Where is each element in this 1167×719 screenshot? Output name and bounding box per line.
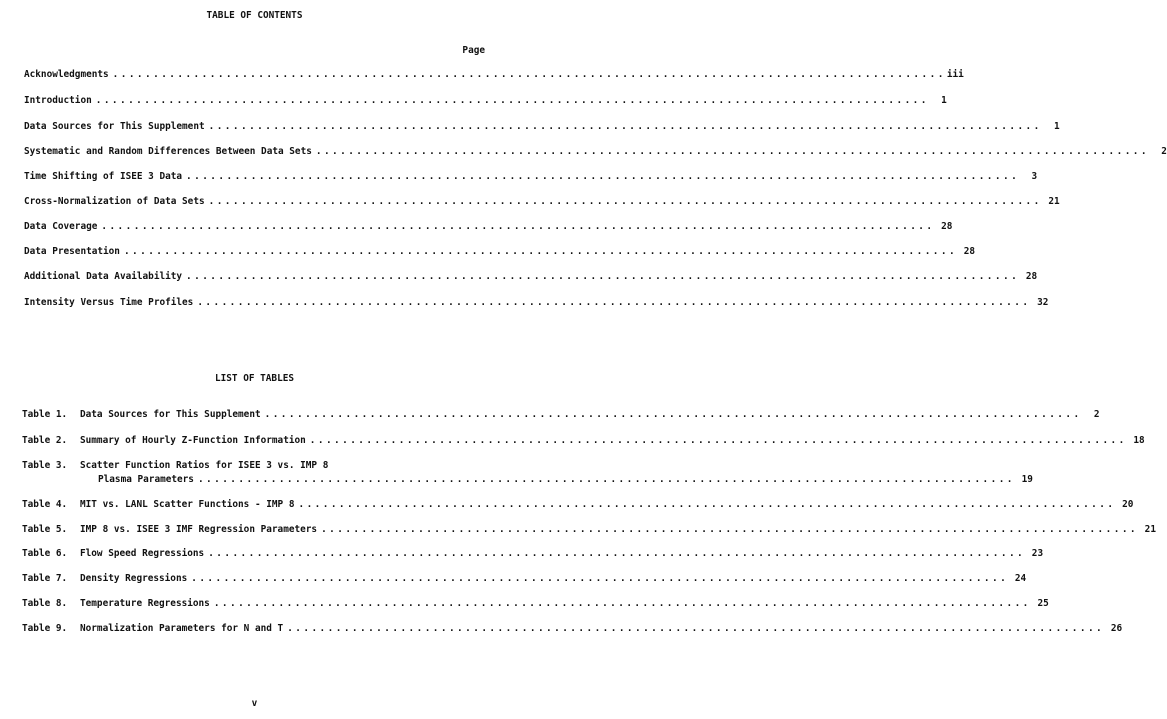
toc-entry [24, 271, 1038, 282]
table-entry-title: Density Regressions [80, 573, 188, 584]
dot-leader [96, 95, 925, 106]
table-entry [22, 435, 1145, 446]
table-entry-title: Summary of Hourly Z-Function Information [80, 435, 306, 446]
table-entry-label: Table 4. [22, 499, 68, 510]
table-entry-title: Normalization Parameters for N and T [80, 623, 284, 634]
dot-leader [101, 221, 930, 232]
table-entry [22, 623, 1123, 634]
table-entry-label: Table 1. [22, 409, 68, 420]
toc-entry-page: 1 [941, 95, 947, 106]
list-of-tables-heading: LIST OF TABLES [214, 373, 295, 384]
dot-leader [186, 171, 1015, 182]
toc-entry [24, 297, 1049, 308]
table-entry-title: IMP 8 vs. ISEE 3 IMF Regression Parameters [80, 524, 318, 535]
dot-leader [316, 146, 1145, 157]
table-entry-page: 24 [1014, 573, 1027, 584]
toc-entry-title: Systematic and Random Differences Between Data Sets [24, 146, 312, 157]
dot-leader [310, 435, 1123, 446]
toc-entry-title: Data Presentation [24, 246, 120, 257]
toc-entry-page: iii [946, 69, 964, 80]
toc-entry-title: Data Coverage [24, 221, 98, 232]
dot-leader [287, 623, 1100, 634]
toc-entry-page: 32 [1037, 297, 1049, 308]
table-entry-label: Table 7. [22, 573, 68, 584]
table-entry-label: Table 9. [22, 623, 68, 634]
dot-leader [298, 499, 1111, 510]
table-entry-label: Table 8. [22, 598, 68, 609]
toc-entry [24, 69, 964, 80]
table-entry-label: Table 3. [22, 460, 68, 471]
toc-entry-page: 28 [963, 246, 976, 257]
dot-leader [186, 271, 1015, 282]
dot-leader [208, 548, 1021, 559]
dot-leader [113, 69, 942, 80]
table-entry-page: 18 [1133, 435, 1145, 446]
table-entry [22, 548, 1044, 559]
dot-leader [198, 474, 1011, 485]
table-entry-page: 23 [1031, 548, 1044, 559]
toc-entry-page: 1 [1054, 121, 1060, 132]
table-entry-title: Scatter Function Ratios for ISEE 3 vs. IMP 8 [80, 460, 329, 471]
table-entry [22, 499, 1134, 510]
table-entry [22, 598, 1049, 609]
table-entry [22, 460, 1033, 485]
dot-leader [209, 196, 1038, 207]
dot-leader [197, 297, 1026, 308]
table-entry-label: Table 6. [22, 548, 68, 559]
toc-entry-title: Time Shifting of ISEE 3 Data [24, 171, 183, 182]
table-entry-page: 19 [1021, 474, 1033, 485]
table-entry-title: Temperature Regressions [80, 598, 210, 609]
toc-entry-title: Data Sources for This Supplement [24, 121, 205, 132]
table-entry-title-continued: Plasma Parameters [98, 474, 194, 485]
dot-leader [191, 573, 1004, 584]
table-entry-label: Table 2. [22, 435, 68, 446]
table-entry-page: 25 [1037, 598, 1049, 609]
toc-entry [24, 171, 1038, 182]
toc-entry-title: Intensity Versus Time Profiles [24, 297, 194, 308]
table-entry-page: 26 [1110, 623, 1123, 634]
toc-entry [24, 246, 976, 257]
toc-entry-page: 28 [941, 221, 953, 232]
table-entry [22, 409, 1100, 420]
dot-leader [214, 598, 1027, 609]
toc-entry-page: 2 [1161, 146, 1167, 157]
toc-entry-page: 3 [1031, 171, 1038, 182]
table-entry-title: Flow Speed Regressions [80, 548, 205, 559]
toc-entry [24, 95, 947, 106]
dot-leader [321, 524, 1134, 535]
table-entry-title: Data Sources for This Supplement [80, 409, 261, 420]
toc-entry-page: 28 [1025, 271, 1038, 282]
toc-entry [24, 196, 1060, 207]
table-entry-page: 20 [1122, 499, 1134, 510]
dot-leader [209, 121, 1038, 132]
table-entry [22, 524, 1156, 535]
toc-entry-title: Acknowledgments [24, 69, 109, 80]
table-entry-page: 2 [1093, 409, 1100, 420]
table-entry [22, 573, 1027, 584]
table-entry-page: 21 [1144, 524, 1156, 535]
table-entry-title: MIT vs. LANL Scatter Functions - IMP 8 [80, 499, 295, 510]
toc-entry [24, 146, 1167, 157]
page-column-header: Page [462, 45, 485, 56]
toc-entry [24, 221, 953, 232]
toc-entry-page: 21 [1048, 196, 1060, 207]
toc-heading: TABLE OF CONTENTS [206, 10, 303, 21]
toc-entry-title: Introduction [24, 95, 92, 106]
toc-entry-title: Additional Data Availability [24, 271, 183, 282]
toc-entry [24, 121, 1060, 132]
dot-leader [124, 246, 953, 257]
dot-leader [265, 409, 1078, 420]
footer-page-number: v [251, 698, 258, 709]
table-entry-label: Table 5. [22, 524, 68, 535]
toc-entry-title: Cross-Normalization of Data Sets [24, 196, 205, 207]
